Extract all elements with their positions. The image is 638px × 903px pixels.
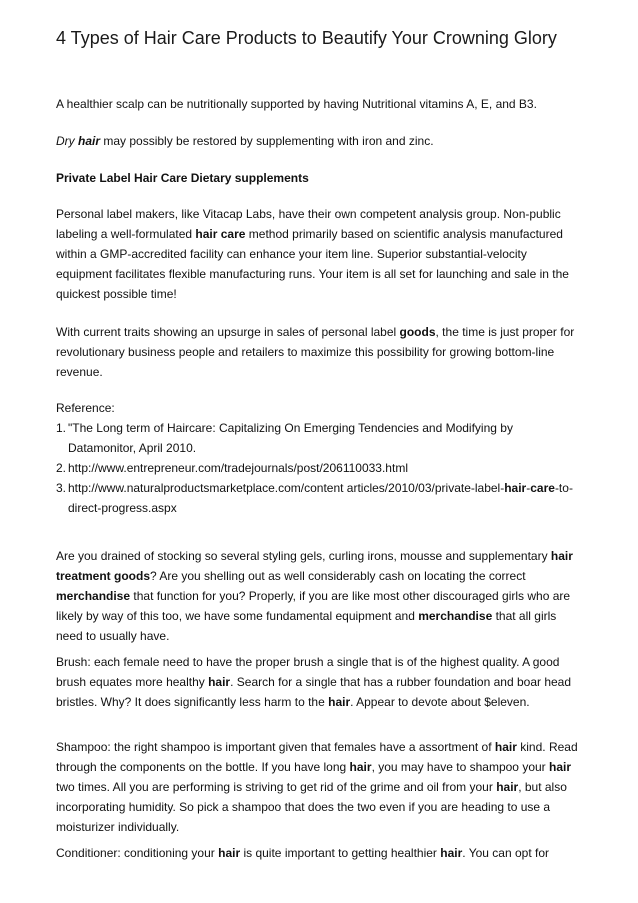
keyword-hair: hair [208,675,231,689]
paragraph-current-traits [56,322,586,382]
reference-item [56,418,576,458]
paragraph-private-label [56,204,581,304]
p6-text-e: . Appear to devote about $eleven. [350,695,530,709]
keyword-hair: hair [328,695,351,709]
url-part: http://www.naturalproductsmarketplace.com/content articles/2010/03/private-label- [68,481,505,495]
p5-text-a: Are you drained of stocking so several styling gels, curling irons, mousse and supplementary [56,549,551,563]
p7-text-g: two times. All you are performing is striving to get rid of the grime and oil from your [56,780,497,794]
p8-text-e: . You can opt for [462,846,550,860]
keyword-hair: hair [494,740,517,754]
reference-number: 3. [56,481,67,495]
reference-number: 1. [56,421,67,435]
keyword-goods: goods [399,325,436,339]
paragraph-shampoo [56,737,591,837]
p3-text-a: Personal label makers, like Vitacap Labs, have their own competent analysis group. Non-public labeling a well-formulated [56,207,561,241]
keyword-hair: hair [440,846,463,860]
paragraph-dry-hair [56,131,596,151]
keyword-hair: hair [549,760,572,774]
p7-text-a: Shampoo: the right shampoo is important given that females have a assortment of [56,740,495,754]
p4-text-c: , the time is just proper for revolutionary business people and retailers to maximize this possibility for growing bottom-line revenue. [56,325,575,379]
p6-text-a: Brush: each female need to have the proper brush a single that is of the highest quality. A good brush equates more healthy [56,655,560,689]
p4-text-a: With current traits showing an upsurge in sales of personal label [56,325,400,339]
p7-text-e: , you may have to shampoo your [371,760,549,774]
reference-link[interactable] [68,478,576,518]
p5-text-e: that function for you? Properly, if you are like most other discouraged girls who are likely by way of this too, we have some fundamental equipment and [56,589,571,623]
keyword-hair: hair [504,481,527,495]
dry-text: Dry [56,134,75,148]
p7-text-i: , but also incorporating humidity. So pick a shampoo that does the two even if you are heading to use a moisturizer individually. [56,780,567,834]
p5-text-g: that all girls need to usually have. [56,609,557,643]
paragraph-brush [56,652,581,712]
page-title: 4 Types of Hair Care Products to Beautify Your Crowning Glory [56,28,557,48]
references-heading: Reference: [56,401,115,415]
keyword-hair-treatment-goods: hair treatment goods [56,549,573,583]
dry-hair-rest: may possibly be restored by supplementing with iron and zinc. [100,134,434,148]
p3-text-c: method primarily based on scientific analysis manufactured within a GMP-accredited facility can enhance your item line. Superior substantial-velocity equipment facilitates flexible manufacturing runs. Your item is all set for launching and sale in the quickest possible time! [56,227,569,301]
reference-item [56,478,576,518]
keyword-hair: hair [78,134,101,148]
section-heading: Private Label Hair Care Dietary supplements [56,171,309,185]
p8-text-c: is quite important to getting healthier [240,846,441,860]
keyword-hair: hair [218,846,241,860]
url-part: -to-direct-progress.aspx [68,481,573,515]
paragraph-vitamins: A healthier scalp can be nutritionally supported by having Nutritional vitamins A, E, and B3. [56,97,537,111]
reference-text: "The Long term of Haircare: Capitalizing On Emerging Tendencies and Modifying by Datamonitor, April 2010. [68,421,513,455]
keyword-merchandise: merchandise [418,609,493,623]
keyword-hair: hair [496,780,519,794]
p8-text-a: Conditioner: conditioning your [56,846,219,860]
p5-text-c: ? Are you shelling out as well considerably cash on locating the correct [150,569,526,583]
reference-item [56,458,576,478]
keyword-merchandise: merchandise [56,589,131,603]
keyword-hair: hair [349,760,372,774]
p7-text-c: kind. Read through the components on the bottle. If you have long [56,740,578,774]
reference-number: 2. [56,461,67,475]
paragraph-stocking [56,546,581,646]
references-block [56,398,576,518]
url-part: - [526,481,531,495]
keyword-hair-care: hair care [195,227,246,241]
paragraph-conditioner [56,843,596,863]
keyword-care: care [530,481,555,495]
p6-text-c: . Search for a single that has a rubber foundation and boar head bristles. Why? It does significantly less harm to the [56,675,572,709]
reference-link[interactable]: http://www.entrepreneur.com/tradejournals/post/206110033.html [68,461,408,475]
